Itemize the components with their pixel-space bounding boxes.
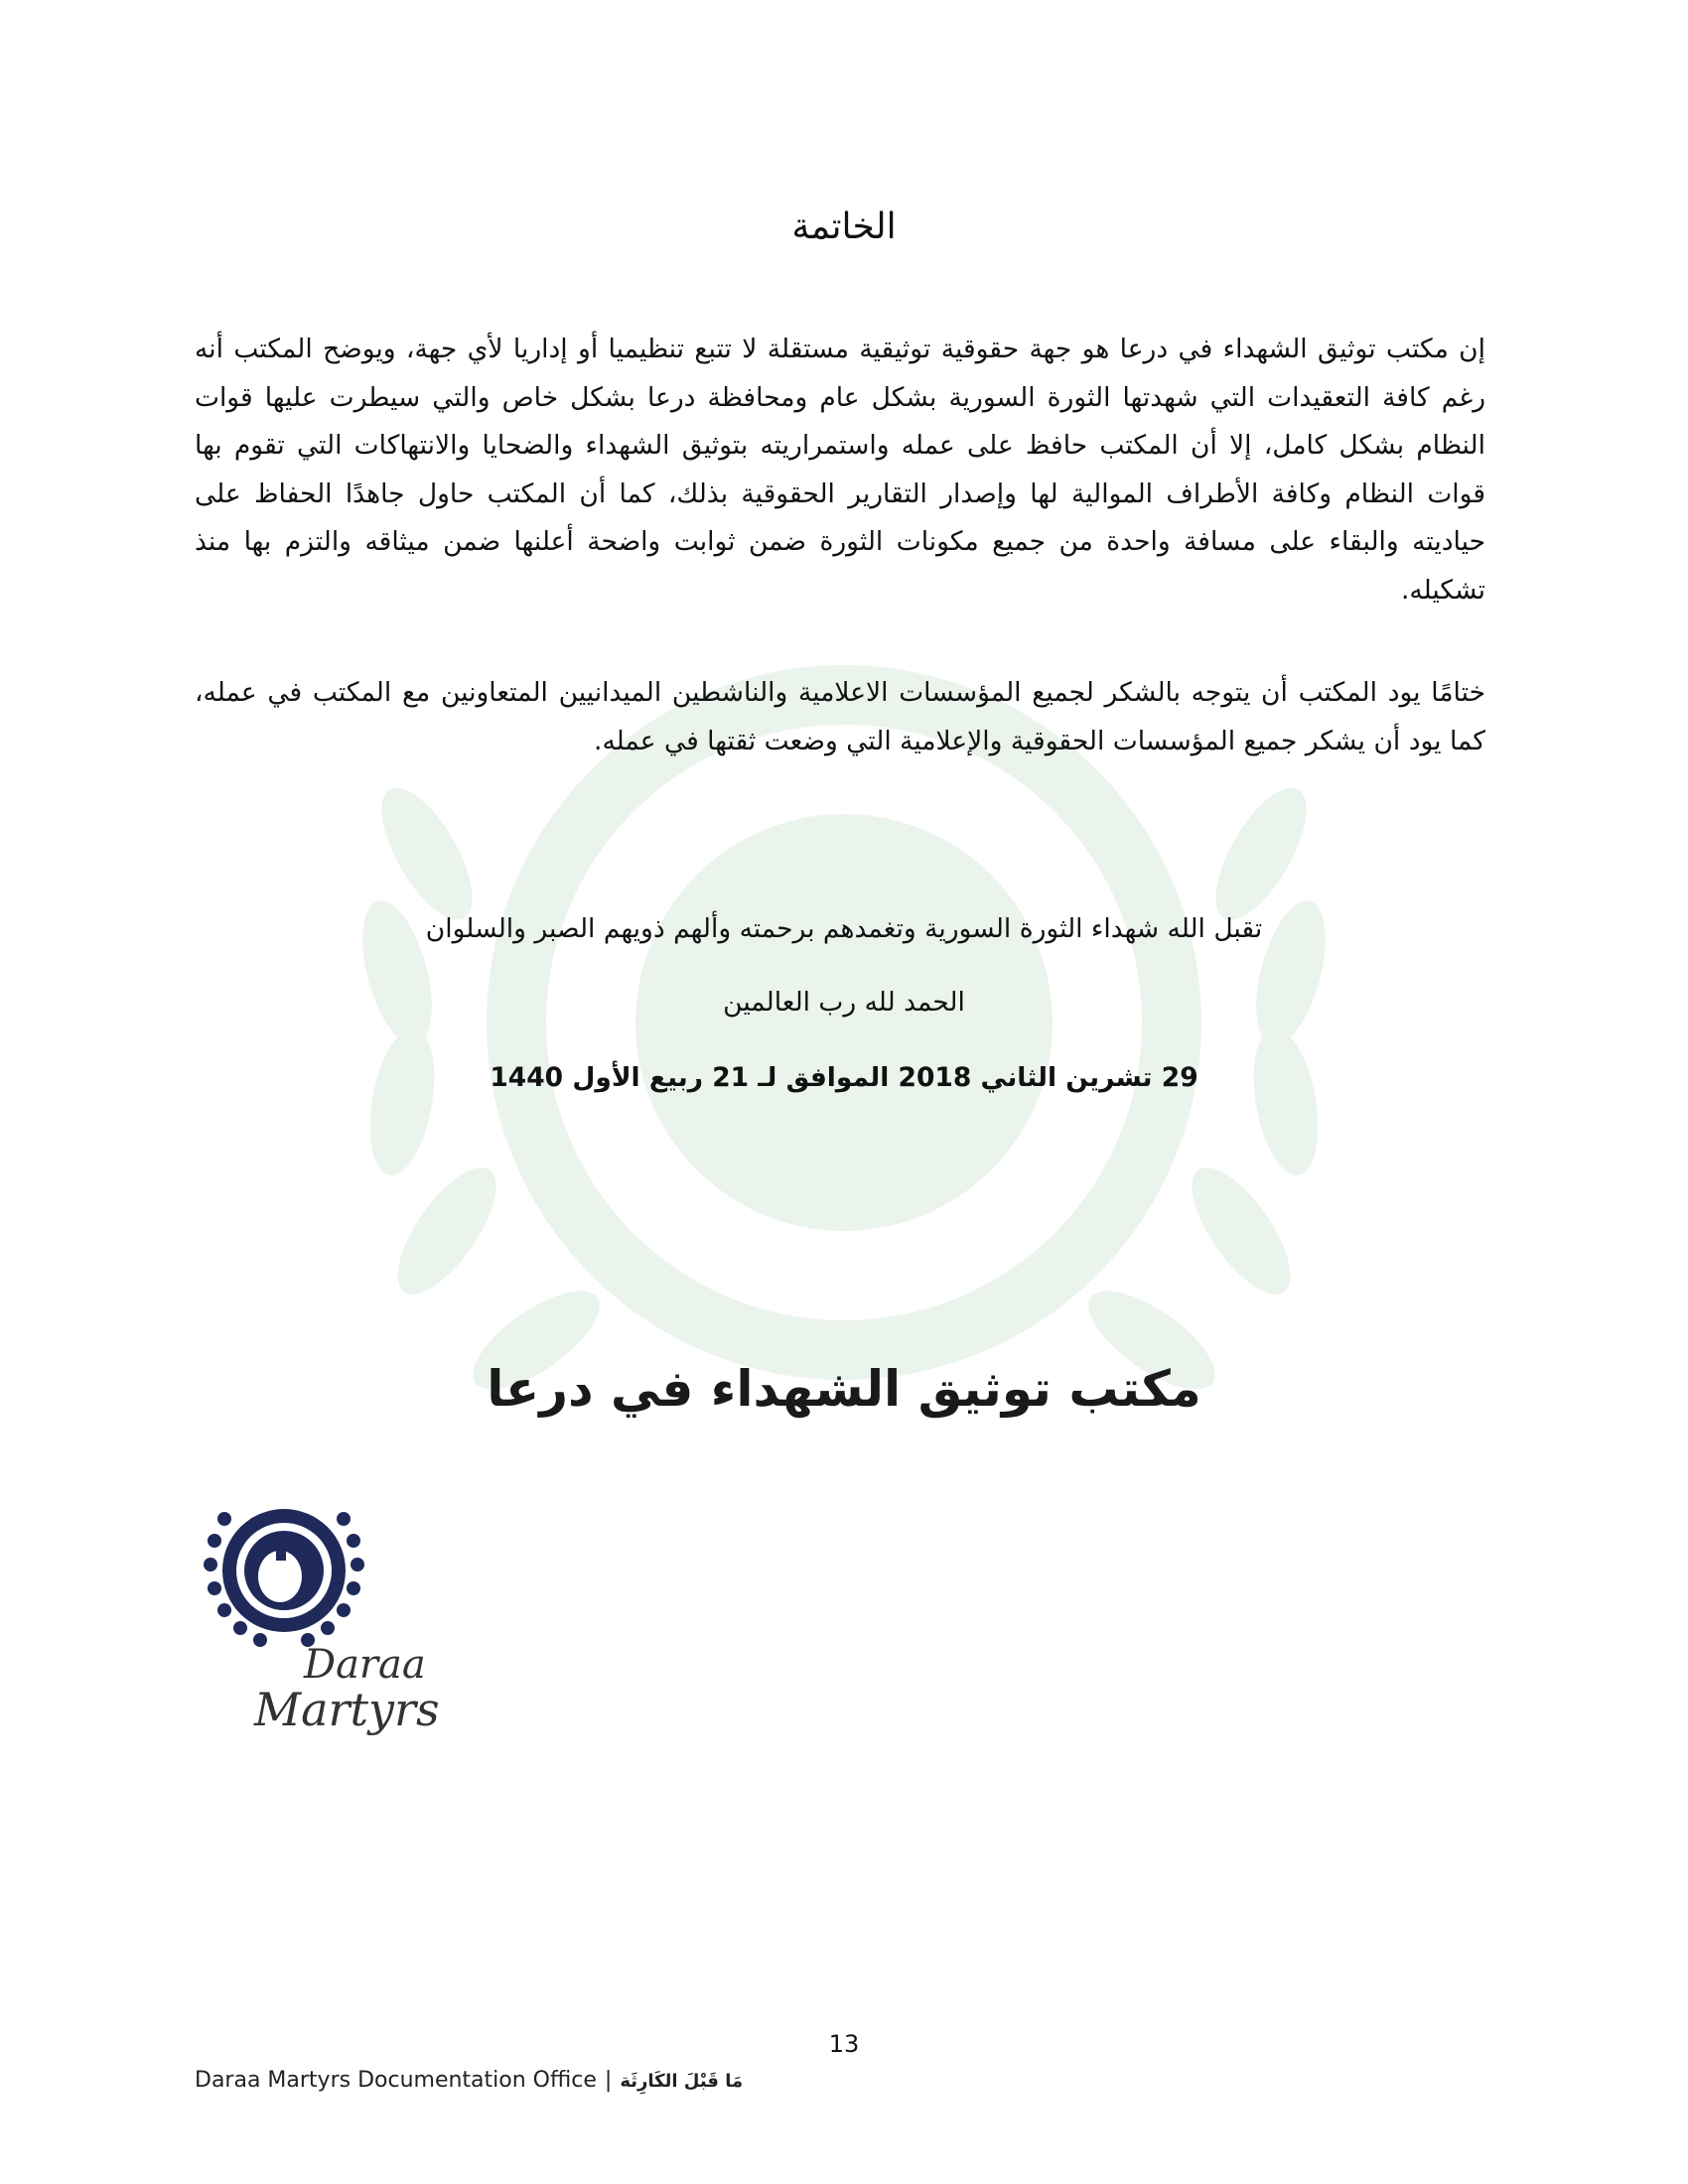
closing-praise: الحمد لله رب العالمين — [723, 987, 965, 1018]
office-signature: مكتب توثيق الشهداء في درعا — [487, 1360, 1201, 1418]
paragraph-office-statement: إن مكتب توثيق الشهداء في درعا هو جهة حقوقية توثيقية مستقلة لا تتبع تنظيميا أو إداريا لأي جهة، ويوضح المكتب أنه رغم كافة التعقيدات التي شهدتها الثورة السورية بشكل عام ومحافظة درعا بشكل خاص والتي سيطرت عليها قوات النظام بشكل كامل، إلا أن المكتب حافظ على عمله واستمراريته بتوثيق الشهداء والضحايا والانتهاكات التي تقوم بها قوات النظام وكافة الأطراف الموالية لها وإصدار التقارير الحقوقية بذلك، كما أن المكتب حاول جاهدًا الحفاظ على حياديته والبقاء على مسافة واحدة من جميع مكونات الثورة ضمن ثوابت واضحة أعلنها ضمن ميثاقه والتزم بها منذ تشكيله. — [195, 334, 1485, 606]
logo-seal-icon — [204, 1509, 364, 1647]
closing-date: 29 تشرين الثاني 2018 الموافق لـ 21 ربيع الأول 1440 — [490, 1062, 1198, 1093]
logo-text-line2: Martyrs — [254, 1683, 440, 1736]
footer — [195, 2068, 743, 2093]
footer-tagline: مَا قَبْلَ الكَارِثَة — [620, 2071, 744, 2092]
logo-text-line1: Daraa — [304, 1642, 426, 1688]
footer-org-name: Daraa Martyrs Documentation Office — [195, 2068, 597, 2093]
page-number: 13 — [828, 2030, 860, 2058]
paragraph-thanks: ختامًا يود المكتب أن يتوجه بالشكر لجميع المؤسسات الاعلامية والناشطين الميدانيين المتعاونين مع المكتب في عمله، كما يود أن يشكر جميع المؤسسات الحقوقية والإعلامية التي وضعت ثقتها في عمله. — [195, 677, 1485, 756]
conclusion-title: الخاتمة — [791, 206, 897, 247]
footer-separator: | — [604, 2068, 613, 2093]
closing-prayer: تقبل الله شهداء الثورة السورية وتغمدهم برحمته وألهم ذويهم الصبر والسلوان — [425, 913, 1263, 944]
daraa-martyrs-logo — [195, 1479, 502, 1737]
